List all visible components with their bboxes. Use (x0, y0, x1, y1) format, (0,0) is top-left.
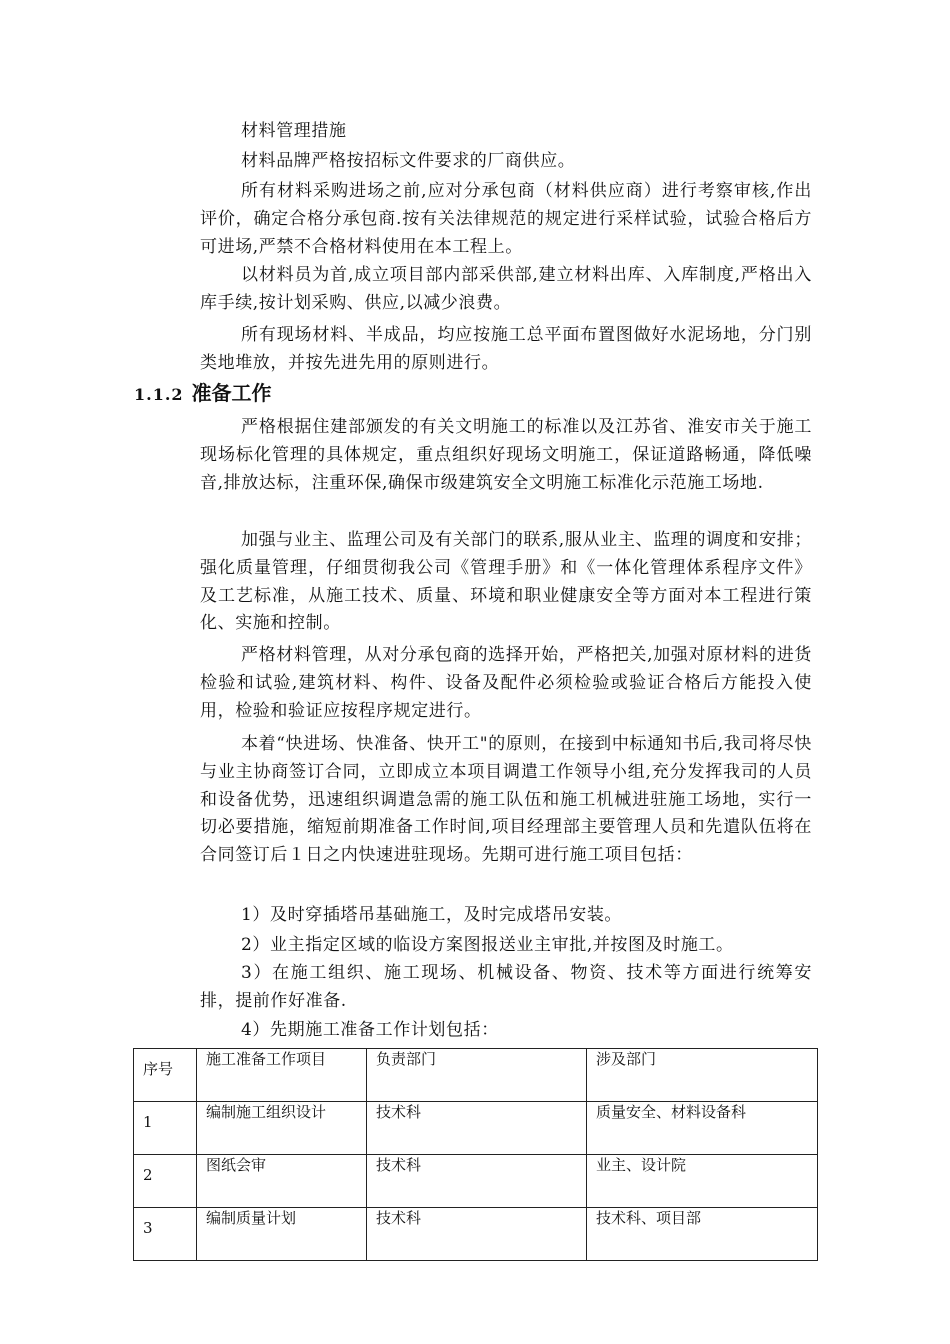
table-header-cell: 序号 (134, 1049, 197, 1102)
section-title: 准备工作 (191, 381, 272, 405)
table-cell: 图纸会审 (197, 1155, 367, 1208)
section-heading (134, 378, 272, 410)
table-cell: 业主、设计院 (587, 1155, 818, 1208)
paragraph-material-title: 材料管理措施 (241, 121, 347, 141)
paragraph-material-warehouse: 以材料员为首,成立项目部内部采供部,建立材料出库、入库制度,严格出入库手续,按计划采购、供应,以减少浪费。 (200, 265, 812, 313)
table-cell: 3 (134, 1208, 197, 1261)
table-header-cell: 施工准备工作项目 (197, 1049, 367, 1102)
paragraph-civilized-construction: 严格根据住建部颁发的有关文明施工的标准以及江苏省、淮安市关于施工现场标化管理的具体规定，重点组织好现场文明施工，保证道路畅通，降低噪音,排放达标，注重环保,确保市级建筑安全文明施工标准化示范施工场地. (200, 417, 812, 493)
table-cell: 编制质量计划 (197, 1208, 367, 1261)
paragraph-material-storage: 所有现场材料、半成品，均应按施工总平面布置图做好水泥场地，分门别类地堆放，并按先进先用的原则进行。 (200, 325, 812, 373)
table-header-cell: 负责部门 (367, 1049, 587, 1102)
table-cell: 技术科 (367, 1208, 587, 1261)
preparation-plan-table (133, 1048, 818, 1261)
list-item-1: 1）及时穿插塔吊基础施工，及时完成塔吊安装。 (241, 905, 623, 925)
table-cell: 质量安全、材料设备科 (587, 1102, 818, 1155)
paragraph-material-brand: 材料品牌严格按招标文件要求的厂商供应。 (241, 151, 576, 171)
table-cell: 编制施工组织设计 (197, 1102, 367, 1155)
table-row (134, 1155, 818, 1208)
section-number: 1.1.2 (134, 385, 184, 404)
table-cell: 1 (134, 1102, 197, 1155)
list-item-2: 2）业主指定区域的临设方案图报送业主审批,并按图及时施工。 (241, 935, 734, 955)
table-cell: 技术科 (367, 1102, 587, 1155)
table-cell: 技术科、项目部 (587, 1208, 818, 1261)
table-cell: 2 (134, 1155, 197, 1208)
table-row (134, 1208, 818, 1261)
paragraph-quick-start: 本着“快进场、快准备、快开工"的原则，在接到中标通知书后,我司将尽快与业主协商签订合同，立即成立本项目调遣工作领导小组,充分发挥我司的人员和设备优势，迅速组织调遣急需的施工队伍和施工机械进驻施工场地，实行一切必要措施，缩短前期准备工作时间,项目经理部主要管理人员和先遣队伍将在合同签订后１日之内快速进驻现场。先期可进行施工项目包括： (200, 734, 812, 866)
paragraph-material-control: 严格材料管理，从对分承包商的选择开始，严格把关,加强对原材料的进货检验和试验,建筑材料、构件、设备及配件必须检验或验证合格后方能投入使用，检验和验证应按程序规定进行。 (200, 645, 812, 721)
list-item-3: 3）在施工组织、施工现场、机械设备、物资、技术等方面进行统筹安排，提前作好准备. (200, 963, 812, 1011)
list-item-4: 4）先期施工准备工作计划包括： (241, 1020, 499, 1040)
table-header-row (134, 1049, 818, 1102)
table-header-cell: 涉及部门 (587, 1049, 818, 1102)
table-row (134, 1102, 818, 1155)
paragraph-material-procurement: 所有材料采购进场之前,应对分承包商（材料供应商）进行考察审核,作出评价，确定合格分承包商.按有关法律规范的规定进行采样试验，试验合格后方可进场,严禁不合格材料使用在本工程上。 (200, 181, 812, 257)
paragraph-coordination: 加强与业主、监理公司及有关部门的联系,服从业主、监理的调度和安排；强化质量管理，仔细贯彻我公司《管理手册》和《一体化管理体系程序文件》及工艺标准，从施工技术、质量、环境和职业健康安全等方面对本工程进行策化、实施和控制。 (200, 530, 812, 634)
table-cell: 技术科 (367, 1155, 587, 1208)
